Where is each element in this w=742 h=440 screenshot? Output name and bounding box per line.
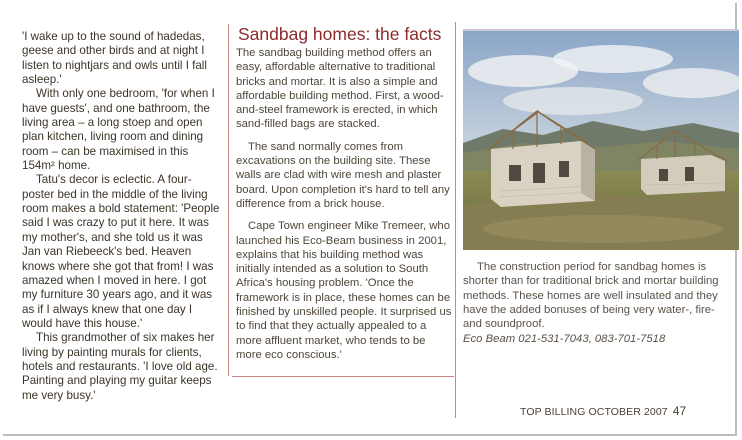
page-number: 47 bbox=[672, 404, 687, 418]
caption-text: The construction period for sandbag homes is shorter than for traditional brick and mortar building methods. These homes are well insulated and they have the added bonuses of being very water-, fire- and soundproof. bbox=[463, 261, 719, 331]
publication-label: TOP BILLING OCTOBER 2007 bbox=[520, 406, 668, 418]
construction-site-illustration bbox=[463, 31, 739, 250]
sidebar-paragraph: Cape Town engineer Mike Tremeer, who launched his Eco-Beam business in 2001, explains that his building method was initially intended as a solution to South Africa's housing problem. 'Once the framework is in place, these homes can be finished by unskilled people. It surprised us to find that they actually appealed to a more affluent market, who tends to be more eco conscious.' bbox=[236, 220, 452, 361]
sidebar-paragraph: The sand normally comes from excavations on the building site. These walls are clad with wire mesh and plaster board. Upon completion it's hard to tell any difference from a brick house. bbox=[236, 140, 450, 210]
column-divider bbox=[228, 24, 229, 376]
left-paragraph: Tatu's decor is eclectic. A four-poster bed in the middle of the living room makes a bold statement: 'People said I was crazy to put it here. It was my mother's, and she told us it was Jan van Riebeeck's bed. Heaven knows where she got that from! I was amazed when I moved in here. I got my furniture 30 years ago, and it was as if I always knew that one day I would have this house.' bbox=[22, 173, 220, 330]
photo-caption bbox=[463, 260, 735, 346]
sidebar-paragraph: The sandbag building method offers an easy, affordable alternative to traditional bricks and mortar. It is also a simple and affordable building method. First, a wood-and-steel framework is erected, in which sand-filled bags are stacked. bbox=[236, 47, 444, 131]
sidebar-body bbox=[236, 46, 454, 362]
left-paragraph: This grandmother of six makes her living by painting murals for clients, hotels and restaurants. 'I love old age. Painting and playing my guitar keeps me very busy.' bbox=[22, 331, 218, 402]
column-divider bbox=[455, 22, 456, 418]
article-left-column bbox=[22, 30, 222, 403]
page-footer bbox=[520, 404, 686, 418]
caption-contact: Eco Beam 021-531-7043, 083-701-7518 bbox=[463, 332, 666, 345]
sidebar-title: Sandbag homes: the facts bbox=[238, 24, 442, 44]
sandbag-house-photo bbox=[463, 29, 739, 250]
left-paragraph: With only one bedroom, 'for when I have guests', and one bathroom, the living area – a long stoep and open plan kitchen, living room and dining room – can be maximised in this 154m² home. bbox=[22, 87, 215, 173]
left-paragraph: 'I wake up to the sound of hadedas, geese and other birds and at night I listen to nightjars and owls until I fall asleep.' bbox=[22, 30, 207, 87]
